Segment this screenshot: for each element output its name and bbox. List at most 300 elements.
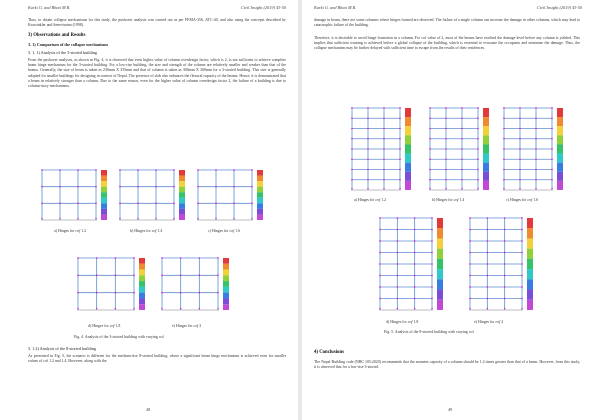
plastic-hinge (414, 217, 416, 219)
legend-swatch (257, 209, 263, 215)
plastic-hinge (477, 117, 479, 119)
plastic-hinge (379, 240, 381, 242)
legend-swatch (557, 181, 563, 190)
plastic-hinge (367, 179, 369, 181)
legend-swatch (257, 192, 263, 198)
plastic-hinge (429, 148, 431, 150)
subsection-title: 3. 1) Comparison of the collapse mechanisms (28, 42, 109, 47)
plastic-hinge (429, 158, 431, 160)
plastic-hinge (461, 128, 463, 130)
plastic-hinge (383, 188, 385, 190)
plastic-hinge (445, 107, 447, 109)
plastic-hinge (504, 252, 506, 254)
caption-4d-text: d) Hinges for (88, 324, 110, 328)
plastic-hinge (399, 179, 401, 181)
right-header-journal: Civil Insight (2019) 43-50 (537, 5, 582, 10)
legend-swatch (101, 181, 107, 187)
plastic-hinge (161, 292, 163, 294)
plastic-hinge (367, 148, 369, 150)
plastic-hinge (119, 169, 121, 171)
plastic-hinge (431, 275, 433, 277)
plastic-hinge (461, 107, 463, 109)
legend-swatch (257, 203, 263, 209)
plastic-hinge (133, 292, 135, 294)
plastic-hinge (431, 217, 433, 219)
figure-5-caption: Fig. 5. Analysis of the 8-storied building with varying cof (384, 330, 474, 334)
plastic-hinge (41, 186, 43, 188)
legend-swatch (527, 300, 533, 310)
figure-4-caption: Fig. 4. Analysis of the 3-storied building with varying cof (74, 335, 164, 339)
plastic-hinge (41, 218, 43, 220)
caption-5b-value: 1.4 (459, 198, 465, 202)
plastic-hinge (461, 158, 463, 160)
legend-swatch (139, 258, 145, 264)
plastic-hinge (503, 128, 505, 130)
plastic-hinge (445, 117, 447, 119)
caption-5a-value: 1.2 (381, 198, 387, 202)
plastic-hinge (535, 188, 537, 190)
legend-swatch (557, 172, 563, 181)
plastic-hinge (469, 263, 471, 265)
conclusions-paragraph: The Nepal Building code (NBC 105:2020) recommends that the moment capacity of a column should be 1.4 times greater than that of a beam. However, from this study, it is observed that for a low-rise 3-storied (314, 360, 580, 370)
plastic-hinge (399, 158, 401, 160)
plastic-hinge (59, 169, 61, 171)
frame-8storey-c (500, 104, 564, 194)
caption-4a (54, 229, 86, 233)
section-title: 3) Observations and Results (28, 33, 86, 38)
plastic-hinge (414, 286, 416, 288)
caption-5a-text: a) Hinges for (354, 198, 376, 202)
plastic-hinge (535, 148, 537, 150)
plastic-hinge (180, 274, 182, 276)
legend-swatch (405, 172, 411, 181)
legend-swatch (101, 176, 107, 182)
caption-4b-text: b) Hinges for (130, 229, 152, 233)
plastic-hinge (399, 169, 401, 171)
plastic-hinge (519, 169, 521, 171)
plastic-hinge (197, 202, 199, 204)
caption-5c (506, 198, 538, 202)
plastic-hinge (137, 202, 139, 204)
legend-swatch (437, 228, 443, 238)
legend-swatch (527, 269, 533, 279)
plastic-hinge (399, 128, 401, 130)
plastic-hinge (233, 169, 235, 171)
legend-swatch (483, 154, 489, 163)
caption-5d (386, 320, 418, 324)
right-header (314, 5, 582, 10)
plastic-hinge (399, 138, 401, 140)
plastic-hinge (95, 186, 97, 188)
legend-swatch (223, 281, 229, 287)
legend-swatch (405, 144, 411, 153)
plastic-hinge (77, 186, 79, 188)
legend-swatch (527, 228, 533, 238)
plastic-hinge (396, 229, 398, 231)
plastic-hinge (535, 138, 537, 140)
plastic-hinge (551, 188, 553, 190)
plastic-hinge (383, 117, 385, 119)
plastic-hinge (519, 158, 521, 160)
caption-4b-cof: cof (151, 229, 157, 233)
plastic-hinge (429, 188, 431, 190)
caption-5d-value: 1.8 (413, 320, 419, 324)
plastic-hinge (180, 257, 182, 259)
legend-swatch (179, 176, 185, 182)
plastic-hinge (351, 188, 353, 190)
plastic-hinge (445, 188, 447, 190)
legend-swatch (179, 187, 185, 193)
plastic-hinge (396, 252, 398, 254)
plastic-hinge (77, 257, 79, 259)
plastic-hinge (519, 117, 521, 119)
plastic-hinge (414, 240, 416, 242)
legend-swatch (223, 264, 229, 270)
plastic-hinge (180, 292, 182, 294)
caption-4a-value: 1.2 (81, 229, 87, 233)
plastic-hinge (445, 158, 447, 160)
plastic-hinge (119, 218, 121, 220)
plastic-hinge (77, 218, 79, 220)
plastic-hinge (504, 275, 506, 277)
plastic-hinge (199, 308, 201, 310)
frame-8storey-a (348, 104, 412, 194)
plastic-hinge (133, 274, 135, 276)
plastic-hinge (503, 158, 505, 160)
caption-4b (130, 229, 162, 233)
caption-4c-value: 1.6 (235, 229, 241, 233)
plastic-hinge (461, 179, 463, 181)
caption-4e-cof: cof (193, 324, 199, 328)
plastic-hinge (521, 263, 523, 265)
plastic-hinge (396, 275, 398, 277)
frame-8storey-b (426, 104, 490, 194)
plastic-hinge (367, 158, 369, 160)
plastic-hinge (486, 298, 488, 300)
legend-swatch (257, 176, 263, 182)
plastic-hinge (551, 117, 553, 119)
legend-swatch (139, 275, 145, 281)
plastic-hinge (429, 128, 431, 130)
plastic-hinge (551, 158, 553, 160)
plastic-hinge (96, 257, 98, 259)
plastic-hinge (155, 218, 157, 220)
legend-swatch (139, 293, 145, 299)
legend-swatch (139, 298, 145, 304)
caption-5c-text: c) Hinges for (506, 198, 528, 202)
legend-swatch (223, 287, 229, 293)
plastic-hinge (197, 218, 199, 220)
legend-swatch (527, 249, 533, 259)
plastic-hinge (535, 117, 537, 119)
legend-swatch (223, 293, 229, 299)
plastic-hinge (535, 179, 537, 181)
plastic-hinge (198, 257, 200, 259)
plastic-hinge (351, 117, 353, 119)
intro-paragraph: Thus, to obtain collapse mechanisms for this study, the pushover analysis was carried out as per FEMA-356, ATC-40, and also using the concepts described by Krawinkler and Seneviratna (1998). (28, 18, 286, 28)
plastic-hinge (351, 158, 353, 160)
plastic-hinge (521, 286, 523, 288)
plastic-hinge (251, 186, 253, 188)
plastic-hinge (504, 263, 506, 265)
plastic-hinge (217, 257, 219, 259)
plastic-hinge (519, 107, 521, 109)
plastic-hinge (504, 217, 506, 219)
plastic-hinge (197, 186, 199, 188)
caption-5a-cof: cof (375, 198, 381, 202)
caption-5e-cof: cof (495, 320, 501, 324)
plastic-hinge (383, 128, 385, 130)
plastic-hinge (96, 274, 98, 276)
plastic-hinge (161, 308, 163, 310)
plastic-hinge (233, 218, 235, 220)
caption-5d-text: d) Hinges for (386, 320, 408, 324)
legend-swatch (527, 259, 533, 269)
plastic-hinge (551, 138, 553, 140)
plastic-hinge (59, 218, 61, 220)
plastic-hinge (379, 229, 381, 231)
plastic-hinge (414, 263, 416, 265)
legend-swatch (437, 300, 443, 310)
right-header-authors: Karki G. and Bhatt M.R. (314, 5, 357, 10)
legend-swatch (483, 172, 489, 181)
plastic-hinge (351, 169, 353, 171)
legend-swatch (223, 298, 229, 304)
plastic-hinge (445, 138, 447, 140)
figure-5e-frame (466, 214, 534, 314)
plastic-hinge (477, 158, 479, 160)
frame-3storey-c (194, 166, 264, 224)
plastic-hinge (77, 292, 79, 294)
plastic-hinge (469, 298, 471, 300)
plastic-hinge (397, 308, 399, 310)
legend-swatch (557, 135, 563, 144)
plastic-hinge (379, 217, 381, 219)
plastic-hinge (486, 229, 488, 231)
figure-4c-frame (194, 166, 264, 224)
plastic-hinge (429, 138, 431, 140)
plastic-hinge (535, 128, 537, 130)
caption-4b-value: 1.4 (157, 229, 163, 233)
plastic-hinge (477, 148, 479, 150)
plastic-hinge (469, 252, 471, 254)
frame-8storey-e (466, 214, 534, 314)
legend-swatch (405, 117, 411, 126)
legend-swatch (437, 238, 443, 248)
legend-swatch (101, 209, 107, 215)
plastic-hinge (461, 117, 463, 119)
plastic-hinge (396, 286, 398, 288)
frame-3storey-a (38, 166, 108, 224)
caption-4a-cof: cof (75, 229, 81, 233)
plastic-hinge (173, 169, 175, 171)
legend-swatch (101, 170, 107, 176)
plastic-hinge (519, 179, 521, 181)
plastic-hinge (521, 308, 523, 310)
plastic-hinge (96, 308, 98, 310)
plastic-hinge (429, 117, 431, 119)
plastic-hinge (351, 179, 353, 181)
caption-5e-text: e) Hinges for (474, 320, 496, 324)
plastic-hinge (119, 186, 121, 188)
legend-swatch (139, 304, 145, 310)
left-header (28, 5, 286, 10)
plastic-hinge (429, 179, 431, 181)
plastic-hinge (215, 169, 217, 171)
legend-swatch (257, 181, 263, 187)
plastic-hinge (383, 138, 385, 140)
caption-5e (474, 320, 503, 324)
legend-swatch (437, 218, 443, 228)
plastic-hinge (445, 169, 447, 171)
plastic-hinge (469, 217, 471, 219)
plastic-hinge (399, 107, 401, 109)
plastic-hinge (521, 298, 523, 300)
plastic-hinge (215, 218, 217, 220)
plastic-hinge (504, 286, 506, 288)
plastic-hinge (469, 240, 471, 242)
plastic-hinge (251, 202, 253, 204)
plastic-hinge (77, 202, 79, 204)
plastic-hinge (396, 217, 398, 219)
legend-swatch (557, 163, 563, 172)
plastic-hinge (383, 158, 385, 160)
plastic-hinge (477, 169, 479, 171)
plastic-hinge (461, 169, 463, 171)
figure-4e-frame (158, 254, 230, 314)
plastic-hinge (367, 169, 369, 171)
plastic-hinge (469, 229, 471, 231)
right-page-number: 49 (448, 407, 453, 412)
plastic-hinge (445, 128, 447, 130)
plastic-hinge (461, 188, 463, 190)
plastic-hinge (161, 274, 163, 276)
plastic-hinge (399, 117, 401, 119)
legend-swatch (437, 290, 443, 300)
legend-swatch (483, 144, 489, 153)
plastic-hinge (198, 292, 200, 294)
plastic-hinge (251, 169, 253, 171)
plastic-hinge (233, 186, 235, 188)
legend-swatch (257, 187, 263, 193)
plastic-hinge (414, 308, 416, 310)
plastic-hinge (41, 202, 43, 204)
legend-swatch (527, 290, 533, 300)
legend-swatch (405, 154, 411, 163)
legend-swatch (101, 198, 107, 204)
legend-swatch (223, 270, 229, 276)
caption-4e-text: e) Hinges for (172, 324, 194, 328)
legend-swatch (437, 259, 443, 269)
figure-5a-frame (348, 104, 412, 194)
plastic-hinge (445, 148, 447, 150)
plastic-hinge (414, 252, 416, 254)
legend-swatch (405, 135, 411, 144)
plastic-hinge (367, 188, 369, 190)
legend-swatch (101, 187, 107, 193)
plastic-hinge (133, 308, 135, 310)
legend-swatch (483, 117, 489, 126)
legend-swatch (179, 170, 185, 176)
legend-swatch (405, 126, 411, 135)
plastic-hinge (431, 229, 433, 231)
plastic-hinge (431, 308, 433, 310)
plastic-hinge (95, 202, 97, 204)
legend-swatch (257, 214, 263, 220)
left-page-number: 48 (146, 407, 151, 412)
legend-swatch (527, 279, 533, 289)
plastic-hinge (114, 292, 116, 294)
subsubsection-title: 3. 1. 1) Analysis of the 3-storied building (28, 50, 97, 55)
plastic-hinge (396, 298, 398, 300)
plastic-hinge (503, 169, 505, 171)
frame-3storey-b (116, 166, 186, 224)
body-paragraph-2: As presented in Fig. 5, the scenario is different for the medium-rise 8-storied building, where a significant beam hinge mechanism is achieved even for smaller values of cof 1.2 and 1.4. However, along with the (28, 354, 286, 364)
plastic-hinge (399, 148, 401, 150)
plastic-hinge (367, 117, 369, 119)
plastic-hinge (429, 107, 431, 109)
plastic-hinge (251, 218, 253, 220)
plastic-hinge (477, 128, 479, 130)
legend-swatch (557, 126, 563, 135)
left-page (0, 0, 298, 420)
caption-4d-value: 1.8 (115, 324, 121, 328)
legend-swatch (527, 238, 533, 248)
plastic-hinge (503, 148, 505, 150)
plastic-hinge (173, 218, 175, 220)
plastic-hinge (461, 138, 463, 140)
plastic-hinge (535, 107, 537, 109)
frame-3storey-e (158, 254, 230, 314)
subsubsection2-title: 3. 1.2) Analysis of the 8-storied building (28, 346, 96, 351)
legend-swatch (101, 203, 107, 209)
caption-5c-cof: cof (527, 198, 533, 202)
plastic-hinge (379, 298, 381, 300)
legend-swatch (437, 249, 443, 259)
plastic-hinge (503, 117, 505, 119)
legend-swatch (139, 281, 145, 287)
plastic-hinge (431, 298, 433, 300)
conclusions-title: 4) Conclusions (314, 350, 344, 355)
plastic-hinge (551, 179, 553, 181)
plastic-hinge (503, 179, 505, 181)
plastic-hinge (217, 274, 219, 276)
plastic-hinge (396, 263, 398, 265)
plastic-hinge (379, 275, 381, 277)
plastic-hinge (133, 257, 135, 259)
plastic-hinge (137, 169, 139, 171)
legend-swatch (483, 108, 489, 117)
plastic-hinge (197, 169, 199, 171)
plastic-hinge (119, 202, 121, 204)
caption-4e-value: 2 (199, 324, 202, 328)
legend-swatch (101, 192, 107, 198)
plastic-hinge (521, 275, 523, 277)
caption-5e-value: 2 (501, 320, 504, 324)
plastic-hinge (115, 308, 117, 310)
plastic-hinge (486, 263, 488, 265)
legend-swatch (223, 275, 229, 281)
plastic-hinge (431, 286, 433, 288)
plastic-hinge (486, 252, 488, 254)
plastic-hinge (521, 229, 523, 231)
plastic-hinge (383, 107, 385, 109)
right-page (302, 0, 600, 420)
caption-5b-cof: cof (453, 198, 459, 202)
plastic-hinge (519, 148, 521, 150)
plastic-hinge (96, 292, 98, 294)
right-paragraph-2: Therefore, it is desirable to avoid hinge formation in a column. For cof value of 2, most of the beams have reached the damage level before any column is yielded. This implies that sufficient warning is achieved before a global collapse of the building, which is essential to evacuate the occupants and minimize the damage. Thus, the collapse mechanism may be further delayed with sufficient time to escape from the results of their residences. (314, 36, 580, 51)
